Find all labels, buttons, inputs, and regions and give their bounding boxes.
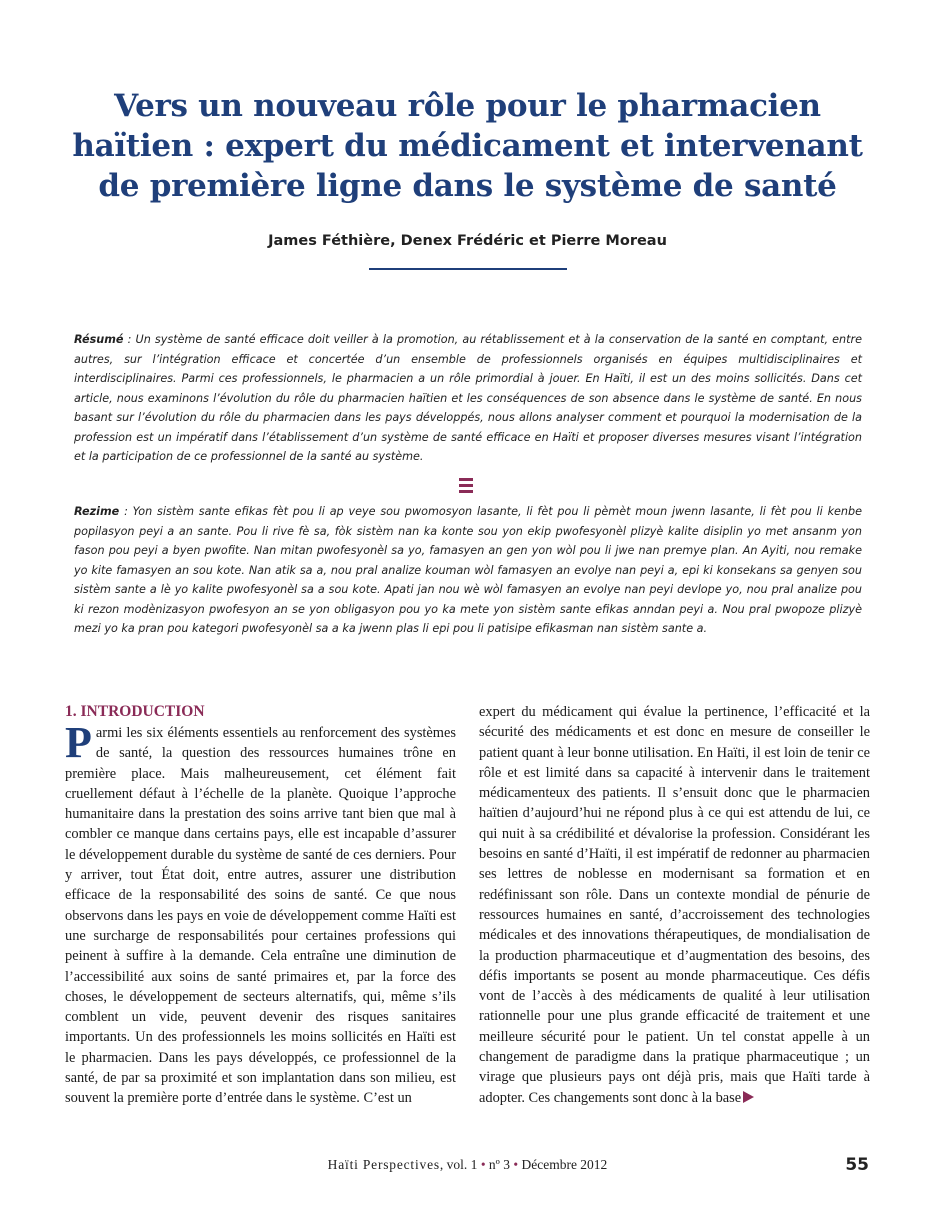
body-text-right: expert du médicament qui évalue la pertinence, l’efficacité et la sécurité des médicaments et est donc en mesure de conseiller le patient quant à leur bonne utilisation. En Haïti, il est loin de tenir ce rôle et est limité dans sa capacité à intervenir dans le traitement médicamenteux des patients. Il s’ensuit donc que le pharmacien haïtien d’aujourd’hui ne répond plus à ce qui est attendu de lui, ce qui nuit à sa crédibilité et dévalorise la profession. Considérant les besoins en santé d’Haïti, il est impératif de redonner au pharmacien ses lettres de noblesse en modernisant sa formation et en redéfinissant son rôle. Dans un contexte mondial de pénurie de ressources humaines en santé, d’accroissement des technologies médicales et des innovations thérapeutiques, de mondialisation de la production pharmaceutique et d’augmentation des besoins, des défis importants se posent au monde pharmaceutique. Ces défis vont de l’accès à des médicaments de qualité à leur utilisation rationnelle pour une plus grande efficacité de traitement et une meilleure sécurité pour le patient. Un tel constat appelle à un changement de paradigme dans la pratique pharmaceutique ; un virage que plusieurs pays ont déjà pris, mais que Haïti tarde à adopter. Ces changements sont donc à la base <box>479 704 870 1106</box>
page-number: 55 <box>845 1155 869 1175</box>
abstract-creole-text: : Yon sistèm sante efikas fèt pou li ap veye sou pwomosyon lasante, li fèt pou li pèmèt moun jwenn lasante, li fèt pou li kenbe popilasyon peyi a an sante. Pou li rive fè sa, fòk sistèm nan ka konte sou yon ekip pwofesyonèl plizyè kalite disiplin yo met ansanm yon fason pou peyi a byen pwofite. Nan mitan pwofesyonèl sa yo, famasyen an gen yon wòl pou li jwe nan premye plan. An Ayiti, nou remake yo kite famasyen an sou kote. Nan atik sa a, nou pral analize kouman wòl famasyen an evolye nan peyi a, epi ki konsekans sa genyen sou sistèm sante a lè yo kalite pwofesyonèl sa a sou kote. Apati jan nou wè wòl famasyen an evolye nan peyi devlope yo, nou pral analize pou ki rezon modènizasyon pwofesyon an se yon obligasyon pou yo ka mete yon sistèm sante efikas anndan peyi a. Nou pral pwopoze plizyè mezi yo ka pran pou kategori pwofesyonèl sa a ka jwenn plas li epi pou li patisipe efikasman nan sistèm sante a. <box>74 505 862 635</box>
article-title: Vers un nouveau rôle pour le pharmacien haïtien : expert du médicament et intervenant de première ligne dans le système de santé <box>72 88 863 204</box>
triple-bar-icon <box>459 478 473 493</box>
abstract-creole <box>74 502 862 639</box>
journal-reference <box>60 1157 875 1173</box>
body-column-right <box>479 702 870 1128</box>
section-heading: 1. INTRODUCTION <box>65 703 205 720</box>
journal-date: Décembre 2012 <box>518 1157 608 1172</box>
footer-bullet: • <box>480 1157 486 1172</box>
journal-issue: nº 3 <box>485 1157 514 1172</box>
abstract-french <box>74 330 862 467</box>
triangle-right-icon <box>743 1091 754 1103</box>
abstract-french-text: : Un système de santé efficace doit veiller à la promotion, au rétablissement et à la conservation de la santé en comptant, entre autres, sur l’intégration efficace et concertée d’un ensemble de professionnels organisés en équipes multidisciplinaires et interdisciplinaires. Parmi ces professionnels, le pharmacien a un rôle primordial à jouer. En Haïti, il est un des moins sollicités. Dans cet article, nous examinons l’évolution du rôle du pharmacien haïtien et les conséquences de son absence dans le système de santé. En nous basant sur l’évolution du rôle du pharmacien dans les pays développés, nous allons analyser comment et pourquoi la modernisation de la profession est un impératif dans l’établissement d’un système de santé efficace en Haïti et proposer diverses mesures visant l’intégration et la participation de ce professionnel de la santé au système. <box>74 333 862 463</box>
page-footer <box>60 1157 875 1177</box>
journal-volume: , vol. 1 <box>439 1157 481 1172</box>
abstract-creole-label: Rezime <box>74 505 120 518</box>
abstract-french-label: Résumé <box>74 333 124 346</box>
footer-bullet: • <box>513 1157 519 1172</box>
body-text-left: armi les six éléments essentiels au renforcement des systèmes de santé, la question des ressources humaines trône en première place. Mais malheureusement, cet élément fait cruellement défaut à l’échelle de la planète. Quoique l’approche humanitaire dans la prestation des soins arrive tant bien que mal à combler ce manque dans certains pays, elle est incapable d’assurer le développement durable du système de santé de ces derniers. Pour y arriver, tout État doit, entre autres, assurer une distribution efficace de la responsabilité des soins de santé. Ce que nous observons dans les pays en voie de développement comme Haïti est une surcharge de responsabilités pour certaines professions qui peinent à suffire à la demande. Cela entraîne une diminution de l’accessibilité aux soins de santé primaires et, par la force des choses, le développement de secteurs alternatifs, qui, même s’ils comblent un vide, peuvent devenir des risques sanitaires importants. Un des professionnels les moins sollicités en Haïti est le pharmacien. Dans les pays développés, ce professionnel de la santé, de par sa proximité et son implantation dans son milieu, est souvent la première porte d’entrée dans le système. C’est un <box>65 725 456 1107</box>
body-paragraph-left <box>65 718 456 1109</box>
article-authors: James Féthière, Denex Frédéric et Pierre Moreau <box>268 233 667 249</box>
body-column-left <box>65 702 456 1128</box>
title-rule <box>369 268 567 270</box>
drop-cap: P <box>65 718 92 767</box>
body-paragraph-right <box>479 702 870 1108</box>
journal-name: Haïti Perspectives <box>327 1157 440 1172</box>
